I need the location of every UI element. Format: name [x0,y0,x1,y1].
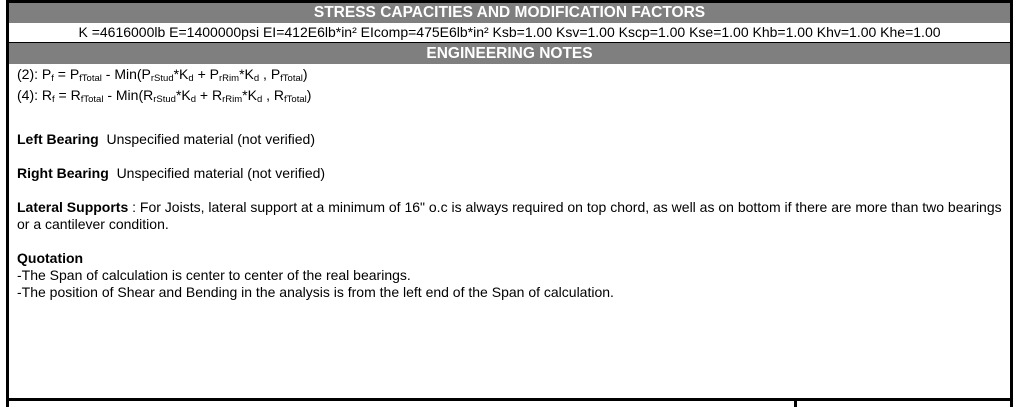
lateral-supports-label: Lateral Supports [17,199,129,215]
formula-subscript: fTotal [280,73,303,84]
formula-text: + R [196,87,223,103]
formula-text: (4): R [17,87,52,103]
formula-subscript: d [256,94,263,105]
engineering-notes-body [17,66,1002,301]
right-bearing-label: Right Bearing [17,165,109,181]
formula-text: *K [175,87,191,103]
formula-2 [17,66,1002,87]
formula-text: , R [262,87,285,103]
quotation-line: -The position of Shear and Bending in the analysis is from the left end of the Span of calculation. [17,284,614,300]
formula-text: *K [242,87,257,103]
left-bearing-text: Unspecified material (not verified) [106,131,315,147]
formula-text: ) [306,87,312,103]
stress-capacities-header: STRESS CAPACITIES AND MODIFICATION FACTORS [9,3,1010,23]
quotation-line: -The Span of calculation is center to center of the real bearings. [17,267,411,283]
formula-text: - Min(R [103,87,154,103]
formula-subscript: rStud [153,94,176,105]
lateral-supports-text: : For Joists, lateral support at a minimum of 16" o.c is always required on top chord, as well as on bottom if there are more than two bearings or a cantilever condition. [17,199,1002,232]
formula-text: ) [302,66,308,82]
left-bearing-note [17,131,1002,148]
formula-text: - Min(P [101,66,151,82]
formula-subscript: d [188,73,194,84]
formula-subscript: f [51,73,54,84]
engineering-notes-header: ENGINEERING NOTES [9,43,1010,64]
formula-subscript: rStud [150,73,174,84]
quotation-label: Quotation [17,250,84,266]
report-frame [6,0,1013,407]
formula-text: + P [193,66,219,82]
formula-text: (2): P [17,66,52,82]
formula-subscript: d [190,94,197,105]
quotation-note [17,250,1002,301]
formula-subscript: fTotal [79,73,102,84]
formula-text: = P [53,66,80,82]
formula-text: , P [259,66,281,82]
formula-subscript: d [253,73,260,84]
formula-subscript: f [52,94,55,105]
formula-subscript: rRim [219,73,240,84]
formula-4 [17,87,1002,108]
formula-text: = R [54,87,81,103]
bottom-divider [794,398,797,407]
formula-subscript: fTotal [80,94,104,105]
right-bearing-text: Unspecified material (not verified) [116,165,326,181]
lateral-supports-note [17,199,1002,233]
bottom-border [9,398,1010,401]
formula-subscript: rRim [222,94,243,105]
right-bearing-note [17,165,1002,182]
formula-subscript: fTotal [284,94,307,105]
modification-factors-row: K =4616000lb E=1400000psi EI=412E6lb*in² EIcomp=475E6lb*in² Ksb=1.00 Ksv=1.00 Kscp=1.00 Kse=1.00 Khb=1.00 Khv=1.00 Khe=1.00 [9,23,1010,43]
left-bearing-label: Left Bearing [17,131,99,147]
formula-text: *K [239,66,254,82]
formula-text: *K [173,66,189,82]
